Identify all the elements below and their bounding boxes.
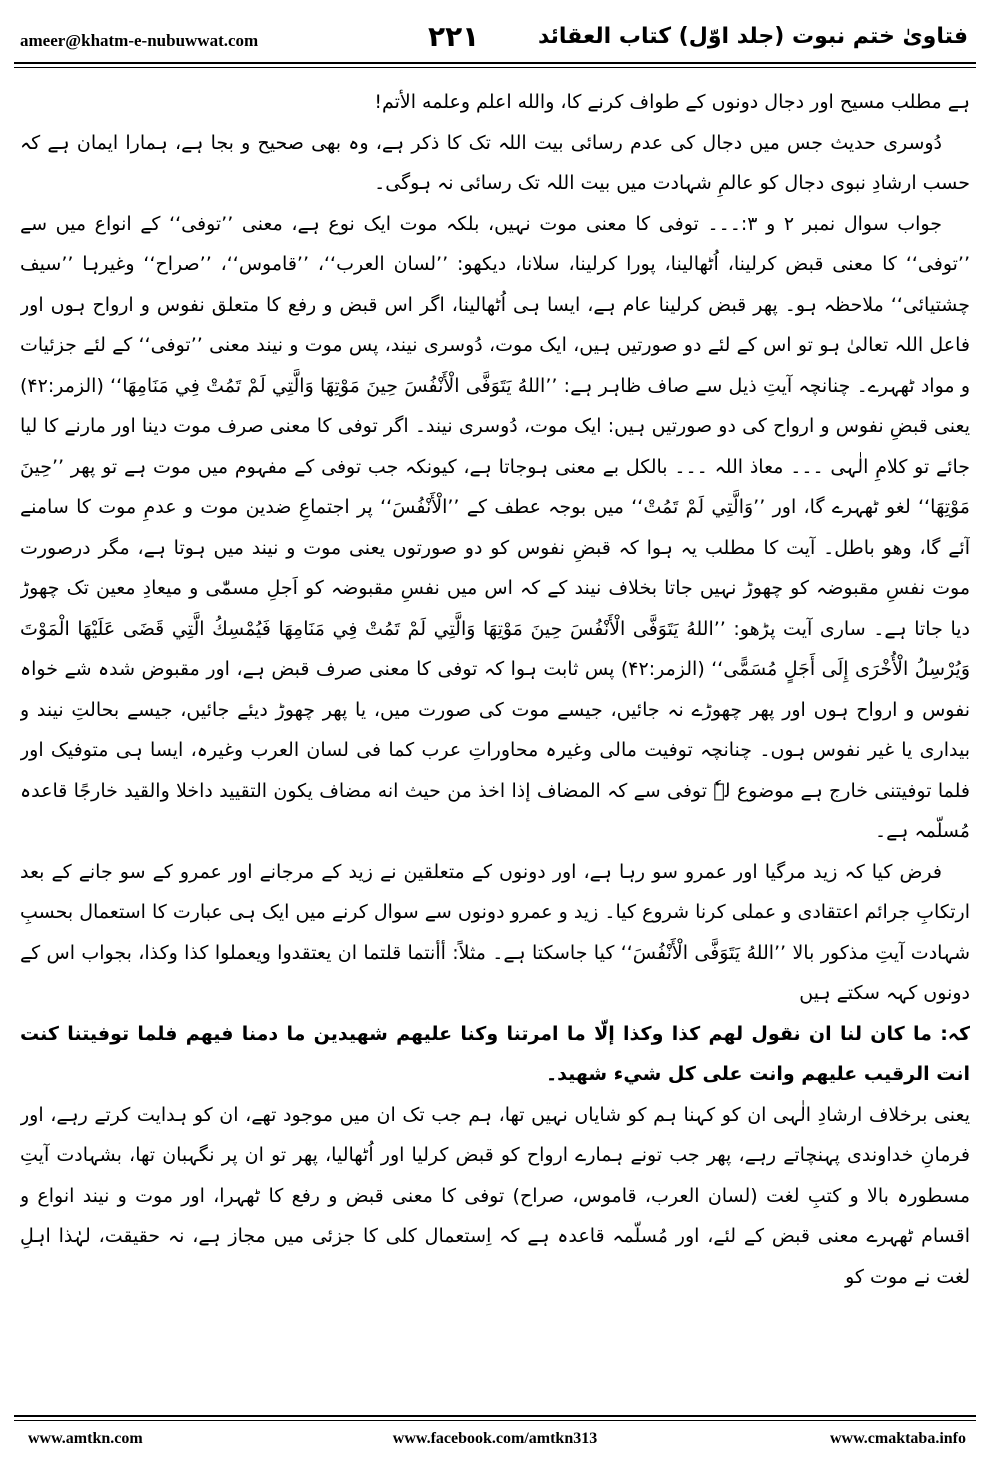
footer-maktaba-link[interactable]: www.cmaktaba.info [829, 1430, 966, 1447]
footer-divider [14, 1415, 976, 1421]
book-title: فتاویٰ ختم نبوت (جلد اوّل) کتاب العقائد [537, 24, 968, 49]
footer-website-link[interactable]: www.amtkn.com [28, 1430, 143, 1447]
page-footer [0, 1426, 990, 1456]
page-number: ۲۲۱ [428, 20, 480, 53]
footer-facebook-link[interactable]: www.facebook.com/amtkn313 [392, 1430, 598, 1447]
quoted-answer: کہ: ما كان لنا ان نقول لهم كذا وكذا إلّا ما امرتنا وكنا عليهم شهيدين ما دمنا فيهم فلما توفيتنا كنت انت الرقيب عليهم وانت على كل شيء شهيد۔ [20, 1022, 970, 1085]
paragraph: ہے مطلب مسیح اور دجال دونوں کے طواف کرنے کا، والله اعلم وعلمه الأتم! [374, 91, 970, 113]
paragraph: یعنی برخلاف ارشادِ الٰہی ان کو کہنا ہم کو شایاں نہیں تھا، ہم جب تک ان میں موجود تھے، ان کو ہدایت کرتے رہے، اور فرمانِ خداوندی پہنچاتے رہے، پھر جب تونے ہمارے ارواح کو قبض کرلیا اور اُٹھالیا، پھر تو ان پر نگہبان تھا، بشہادت آیتِ مسطورہ بالا و کتبِ لغت (لسان العرب، قاموس، صراح) توفی کا معنی قبض و رفع کا ٹھہرا، اور موت و نیند انواع و اقسام ٹھہرے معنی قبض کے لئے، اور مُسلّمہ قاعدہ ہے کہ اِستعمال کلی کا جزئی میں مجاز ہے، نہ حقیقت، لہٰذا اہلِ لغت نے موت کو [20, 1103, 970, 1288]
header-email: ameer@khatm-e-nubuwwat.com [20, 31, 259, 50]
page-body [20, 82, 970, 1408]
page-header [0, 0, 990, 58]
paragraph: فرض کیا کہ زید مرگیا اور عمرو سو رہا ہے، اور دونوں کے متعلقین نے زید کے مرجانے اور عمرو کے سو جانے کے بعد ارتکابِ جرائم اعتقادی و عملی کرنا شروع کیا۔ زید و عمرو دونوں سے سوال کرنے میں ایک ہی عبارت کا استعمال بحسبِ شہادت آیتِ مذکور بالا ’’اللهُ يَتَوَفَّى الْأَنْفُسَ‘‘ کیا جاسکتا ہے۔ مثلاً: أأنتما قلتما ان يعتقدوا ويعملوا كذا وكذا، بجواب اس کے دونوں کہہ سکتے ہیں [20, 860, 970, 1004]
paragraph: جواب سوال نمبر ۲ و ۳:۔۔۔ توفی کا معنی موت نہیں، بلکہ موت ایک نوع ہے، معنی ’’توفی‘‘ کے انواع میں سے ’’توفی‘‘ کا معنی قبض کرلینا، اُٹھالینا، پورا کرلینا، سلانا، دیکھو: ’’لسان العرب‘‘، ’’قاموس‘‘، ’’صراح‘‘ وغیرہا ’’سیف چشتیائی‘‘ ملاحظہ ہو۔ پھر قبض کرلینا عام ہے، ایسا ہی اُٹھالینا، اگر اس قبض و رفع کا متعلق نفوس و ارواح ہوں اور فاعل اللہ تعالیٰ ہو تو اس کے لئے دو صورتیں ہیں، ایک موت، دُوسری نیند، پس موت و نیند معنی ’’توفی‘‘ کے لئے جزئیات و مواد ٹھہرے۔ چنانچہ آیتِ ذیل سے صاف ظاہر ہے: ’’اللهُ يَتَوَفَّى الْأَنْفُسَ حِينَ مَوْتِهَا وَالَّتِي لَمْ تَمُتْ فِي مَنَامِهَا‘‘ (الزمر:۴۲) یعنی قبضِ نفوس و ارواح کی دو صورتیں ہیں: ایک موت، دُوسری نیند۔ اگر توفی کا معنی صرف موت دینا اور مارنے کا لیا جائے تو کلامِ الٰہی ۔۔۔ معاذ اللہ ۔۔۔ بالکل بے معنی ہوجاتا ہے، کیونکہ جب توفی کے مفہوم میں موت ہے تو پھر ’’حِينَ مَوْتِهَا‘‘ لغو ٹھہرے گا، اور ’’وَالَّتِي لَمْ تَمُتْ‘‘ میں بوجہ عطف کے ’’الْأَنْفُسَ‘‘ پر اجتماعِ ضدین موت و عدمِ موت کا سامنے آئے گا، وهو باطل۔ آیت کا مطلب یہ ہوا کہ قبضِ نفوس کو دو صورتوں یعنی موت و نیند میں ہوتا ہے، مگر درصورت موت نفسِ مقبوضہ کو چھوڑ نہیں جاتا بخلاف نیند کے کہ اس میں نفسِ مقبوضہ کو اَجلِ مسمّٰی و میعادِ معین تک چھوڑ دیا جاتا ہے۔ ساری آیت پڑھو: ’’اللهُ يَتَوَفَّى الْأَنْفُسَ حِينَ مَوْتِهَا وَالَّتِي لَمْ تَمُتْ فِي مَنَامِهَا فَيُمْسِكُ الَّتِي قَضَى عَلَيْهَا الْمَوْتَ وَيُرْسِلُ الْأُخْرَى إِلَى أَجَلٍ مُسَمًّى‘‘ (الزمر:۴۲) پس ثابت ہوا کہ توفی کا معنی صرف قبض ہے، اور مقبوض شدہ شے خواہ نفوس و ارواح ہوں اور پھر چھوڑے نہ جائیں، جیسے موت کی صورت میں، یا پھر چھوڑ دیئے جائیں، جیسے بحالتِ نیند و بیداری یا غیر نفوس ہوں۔ چنانچہ توفیت مالی وغیرہ محاوراتِ عرب کما فی لسان العرب وغیرہ، ایسا ہی متوفیک اور فلما توفیتنی خارج ہے موضوع لہٗ توفی سے کہ المضاف إذا اخذ من حيث انه مضاف يكون التقييد داخلا والقيد خارجًا قاعدہ مُسلّمہ ہے۔ [20, 212, 970, 842]
header-divider [14, 62, 976, 68]
paragraph: دُوسری حدیث جس میں دجال کی عدم رسائی بیت اللہ تک کا ذکر ہے، وہ بھی صحیح و بجا ہے، ہمارا ایمان ہے کہ حسب ارشادِ نبوی دجال کو عالمِ شہادت میں بیت اللہ تک رسائی نہ ہوگی۔ [20, 131, 970, 194]
